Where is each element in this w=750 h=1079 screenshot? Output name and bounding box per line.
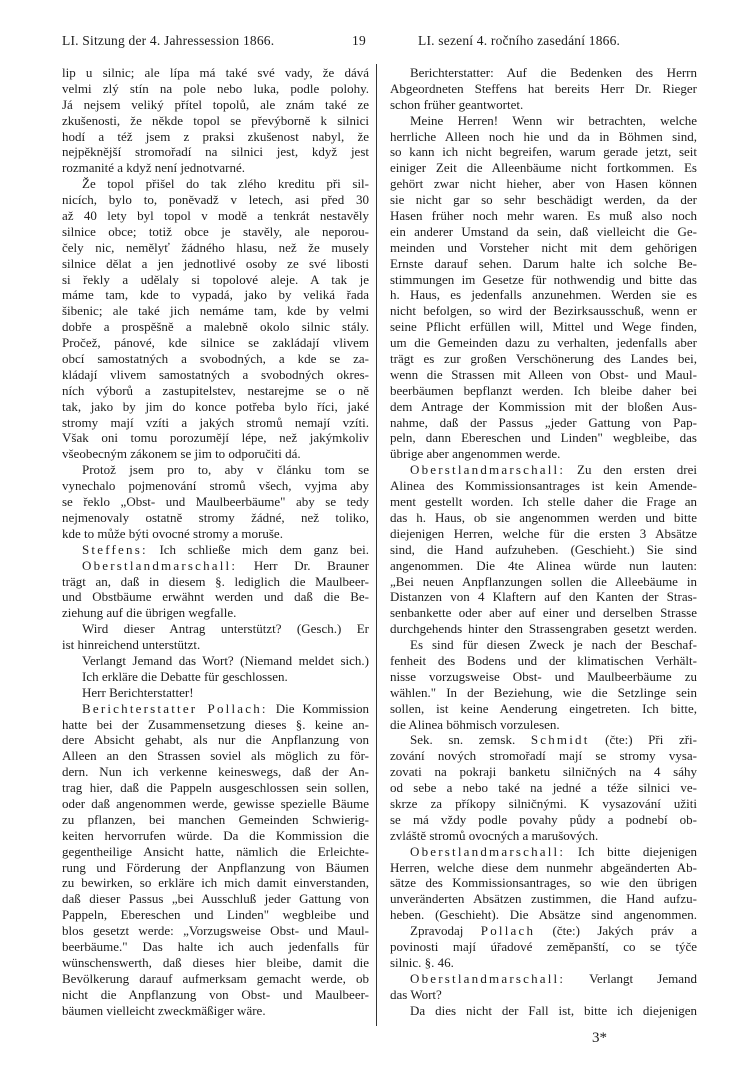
text-line [390, 462, 697, 478]
line-text: Alinea des Kommissionsantrages ist kein Amende- [390, 478, 697, 494]
text-line [62, 732, 369, 748]
line-text: nahme, daß der Passus „jeder Gattung von Pap- [390, 414, 697, 430]
line-text: ment gestellt worden. Ich stelle daher die Frage an [390, 494, 697, 510]
line-text: bäumen vielleicht zweckmäßiger wäre. [62, 1002, 266, 1018]
line-text: (čte:) Při zři- [589, 732, 697, 748]
line-text: Herr Berichterstatter! [82, 684, 194, 700]
text-line [62, 351, 369, 367]
text-line [390, 796, 697, 812]
text-line [62, 256, 369, 272]
text-line [62, 637, 369, 653]
line-text: Zpravodaj [410, 923, 481, 939]
speaker-name: Schmidt [530, 732, 590, 748]
speaker-name: Oberstlandmarschall: [410, 843, 566, 859]
line-text: Da dies nicht der Fall ist, bitte ich diejenigen [410, 1002, 697, 1018]
line-text: Pročež, pánové, kde silnice se zakládají vlivem [62, 335, 369, 351]
text-line [390, 287, 697, 303]
text-line [62, 669, 369, 685]
text-line [390, 113, 697, 129]
line-text: stromy mají vzíti a jakých stromů nemají vzíti. [62, 414, 369, 430]
line-text: Ich erkläre die Debatte für geschlossen. [82, 668, 288, 684]
line-text: nicht befolgen, so wird der Bezirksausschuß, wenn er [390, 303, 697, 319]
line-text: dere Absicht gehabt, als nur die Anpflanzung von [62, 732, 369, 748]
text-line [390, 367, 697, 383]
text-line [62, 939, 369, 955]
text-line [390, 224, 697, 240]
line-text: sie nicht gar so sehr beschädigt werden, da der [390, 192, 697, 208]
line-text: ních výborů a zastupitelstev, nestarejme se o ně [62, 382, 369, 398]
text-line [390, 875, 697, 891]
text-line [62, 494, 369, 510]
line-text: dobře a prospěšně a malebně okolo silnic stály. [62, 319, 369, 335]
text-line [390, 907, 697, 923]
line-text: kládají vlivem samostatných a svobodných okres- [62, 366, 369, 382]
column-divider [376, 64, 377, 1026]
text-line [62, 605, 369, 621]
text-line [62, 812, 369, 828]
text-line [62, 510, 369, 526]
text-line [62, 335, 369, 351]
page-number: 19 [352, 33, 366, 48]
text-line [390, 653, 697, 669]
text-line [62, 907, 369, 923]
line-text: se má vždy podle povahy půdy a podnebí ob- [390, 811, 697, 827]
text-line [62, 192, 369, 208]
line-text: (čte:) Jakých práv a [535, 923, 698, 939]
text-line [390, 383, 697, 399]
line-text: zu bewirken, so erkläre ich mich damit einverstanden, [62, 875, 369, 891]
line-text: Berichterstatter: Auf die Bedenken des Herrn [410, 65, 697, 80]
line-text: silnice obce; totiž obce je stavěly, ale neporou- [62, 223, 369, 239]
text-line [390, 669, 697, 685]
text-line [62, 860, 369, 876]
right-column [390, 65, 697, 1018]
text-line [390, 430, 697, 446]
line-text: Pappeln, Ebereschen und Linden" wegbleibe und [62, 907, 369, 923]
text-line [62, 129, 369, 145]
text-line [390, 160, 697, 176]
text-line [62, 319, 369, 335]
line-text: dern. Nun ich verkenne keineswegs, daß der An- [62, 764, 369, 780]
text-line [390, 240, 697, 256]
line-text: zkušenosti, že někde topol se převýborně k silnici [62, 112, 369, 128]
line-text: obcí samostatných a svobodných, a kde se za- [62, 351, 369, 367]
text-line [62, 971, 369, 987]
line-text: ziehung auf die übrigen wegfalle. [62, 605, 237, 621]
line-text: Abgeordneten Steffens hat bereits Herr Dr. Rieger [390, 80, 697, 96]
line-text: h. Haus, es jedenfalls anzunehmen. Werden sie es [390, 287, 697, 303]
text-line [390, 955, 697, 971]
text-line [390, 605, 697, 621]
text-line [390, 574, 697, 590]
text-line [390, 732, 697, 748]
text-line [390, 701, 697, 717]
line-text: tak, jako by jim do konce potřeba bylo říci, jaké [62, 398, 369, 414]
text-line [390, 399, 697, 415]
line-text: das h. Haus, ob sie angenommen werden und bitte [390, 509, 697, 525]
text-line [390, 637, 697, 653]
text-line [62, 653, 369, 669]
text-line [390, 192, 697, 208]
line-text: keiten hervorrufen würde. Da die Kommission die [62, 827, 369, 843]
line-text: rung und Förderung der Anpflanzung von Bäumen [62, 859, 369, 875]
text-line [390, 589, 697, 605]
text-line [390, 923, 697, 939]
text-line [390, 812, 697, 828]
line-text: unveränderten Absätzen zustimmen, die Hand aufzu- [390, 891, 697, 907]
line-text: sollen, ist keine Aenderung eingetreten. Ich bitte, [390, 700, 697, 716]
line-text: angenommen. Die 4te Alinea würde nun lauten: [390, 557, 697, 573]
line-text: fenheit des Bodens und der klimatischen Verhält- [390, 652, 697, 668]
line-text: die Alinea böhmisch vorzulesen. [390, 716, 560, 732]
text-line [390, 987, 697, 1003]
line-text: Die Kommission [267, 700, 369, 716]
left-column [62, 65, 369, 1018]
text-line [62, 589, 369, 605]
line-text: das Wort? [390, 986, 442, 1002]
text-line [62, 462, 369, 478]
line-text: um die Gemeinden dazu zu verhalten, jedenfalls aber [390, 335, 697, 351]
text-line [62, 844, 369, 860]
line-text: oder daß angenommen werde, gewisse spezielle Bäume [62, 795, 369, 811]
text-line [62, 1003, 369, 1019]
text-line [390, 844, 697, 860]
text-line [62, 558, 369, 574]
line-text: Bevölkerung darauf aufmerksam gemacht werde, ob [62, 970, 369, 986]
text-line [62, 923, 369, 939]
text-line [62, 446, 369, 462]
text-line [390, 971, 697, 987]
text-line [390, 335, 697, 351]
line-text: wünschenswerth, daß dieses hier bleibe, damit die [62, 954, 369, 970]
speaker-name: Oberstlandmarschall: [410, 970, 566, 986]
line-text: trägt es zur großen Verschönerung des Landes bei, [390, 351, 697, 367]
line-text: až 40 lety byl topol v modě a tenkrát nestavěly [62, 208, 369, 224]
line-text: nisse vorzugsweise Obst- und Maulbeerbäume zu [390, 668, 697, 684]
line-text: Es sind für diesen Zweck je nach der Beschaf- [410, 637, 697, 653]
line-text: durchgehends hinter den Strassengraben gesetzt werden. [390, 621, 697, 637]
line-text: peln, dann Ebereschen und Linden" wegbleibe, das [390, 430, 697, 446]
text-line [390, 860, 697, 876]
text-line [62, 987, 369, 1003]
text-line [390, 415, 697, 431]
line-text: zování nových stromořadí mají se stromy vysa- [390, 748, 697, 764]
text-line [390, 208, 697, 224]
speaker-name: Steffens: [82, 541, 148, 557]
text-line [62, 685, 369, 701]
line-text: senbankette oder aber auf einer und derselben Strasse [390, 605, 697, 621]
line-text: Já nejsem veliký přítel topolů, ale znám také ze [62, 96, 369, 112]
line-text: skrze za příkopy silničnými. K vysazování užiti [390, 795, 697, 811]
text-line [390, 685, 697, 701]
line-text: silnic. §. 46. [390, 954, 454, 970]
text-line [390, 939, 697, 955]
line-text: zu pflanzen, bei manchen Gemeinden Schwierig- [62, 811, 369, 827]
text-line [62, 478, 369, 494]
text-line [390, 256, 697, 272]
line-text: einiger Zeit die Alleenbäume nicht fortkommen. Es [390, 160, 697, 176]
line-text: hodí a též jsem z praksi zkušenost nabyl, že [62, 128, 369, 144]
text-line [62, 415, 369, 431]
running-header-czech: LI. sezení 4. ročního zasedání 1866. [418, 33, 621, 48]
text-line [62, 272, 369, 288]
text-line [62, 81, 369, 97]
line-text: hatte bei der Zusammensetzung dieses §. keine an- [62, 716, 369, 732]
text-line [62, 240, 369, 256]
line-text: wählen." In der Beziehung, wie die Setzlinge sein [390, 684, 697, 700]
text-line [390, 526, 697, 542]
line-text: übrige aber angenommen werde. [390, 446, 561, 462]
text-line [62, 399, 369, 415]
text-line [390, 478, 697, 494]
text-line [62, 574, 369, 590]
line-text: rozmanité a když není jednotvarné. [62, 160, 246, 176]
text-line [62, 224, 369, 240]
speaker-name: Berichterstatter Pollach: [82, 700, 268, 716]
running-header-german: LI. Sitzung der 4. Jahressession 1866. [62, 33, 275, 48]
text-line [390, 510, 697, 526]
line-text: seine Pflicht erfüllen will, Mittel und Wege finden, [390, 319, 697, 335]
line-text: meinden und Vorsteher nicht mit dem gehörigen [390, 239, 697, 255]
line-text: gegentheilige Ansicht hatte, nämlich die Erleichte- [62, 843, 369, 859]
text-line [390, 144, 697, 160]
text-line [390, 717, 697, 733]
line-text: silnice dělat a jen jednotlivé osoby ze své libosti [62, 255, 369, 271]
text-line [62, 208, 369, 224]
line-text: zvláště stromů ovocných a marušových. [390, 827, 599, 843]
line-text: Ernste darauf sehen. Darum halte ich solche Be- [390, 255, 697, 271]
text-line [62, 796, 369, 812]
line-text: Herr Dr. Brauner [237, 557, 369, 573]
line-text: všeobecným zákonem se jim to odporučiti dá. [62, 446, 301, 462]
text-line [62, 113, 369, 129]
line-text: trägt an, daß in diesem §. lediglich die Maulbeer- [62, 573, 369, 589]
text-line [62, 764, 369, 780]
line-text: máme tam, kde to vypadá, jako by veliká řada [62, 287, 369, 303]
text-line [62, 430, 369, 446]
line-text: daß dieser Passus „bei Ausschluß jeder Gattung von [62, 891, 369, 907]
line-text: šibenic; ale také jich nemáme tam, kde by velmi [62, 303, 369, 319]
text-line [62, 287, 369, 303]
text-line [390, 748, 697, 764]
line-text: kde to může býti ovocné stromy a moruše. [62, 525, 283, 541]
speaker-name: Oberstlandmarschall: [410, 462, 566, 478]
line-text: velmi zlý stín na pole nebo luka, podle polohy. [62, 80, 369, 96]
text-line [62, 144, 369, 160]
text-line [390, 65, 697, 81]
text-line [390, 446, 697, 462]
line-text: Že topol přišel do tak zlého kreditu při sil- [82, 176, 369, 192]
line-text: Wird dieser Antrag unterstützt? (Gesch.) Er [82, 621, 369, 637]
line-text: čely nic, nemělyť žádného hlasu, než že musely [62, 239, 369, 255]
text-line [62, 748, 369, 764]
line-text: heben. (Geschieht). Die Absätze sind angenommen. [390, 907, 697, 923]
text-line [390, 780, 697, 796]
line-text: Herren, welche diese dem nunmehr abgeänderten Ab- [390, 859, 697, 875]
line-text: Sek. sn. zemsk. [410, 732, 531, 748]
text-line [62, 65, 369, 81]
line-text: stimmungen im Gesetze für nothwendig und bitte das [390, 271, 697, 287]
text-line [390, 129, 697, 145]
text-line [390, 97, 697, 113]
line-text: Distanzen von 4 Klaftern auf den Kanten der Stras- [390, 589, 697, 605]
line-text: lip u silnic; ale lípa má také své vady, že dává [62, 65, 369, 80]
line-text: zovati na pokraji banketu silničných na 4 sáhy [390, 764, 697, 780]
line-text: diejenigen Herren, welche für die ersten 3 Absätze [390, 525, 697, 541]
line-text: ein anderer Umstand da sein, daß vielleicht die Ge- [390, 223, 697, 239]
line-text: Verlangt Jemand [565, 970, 697, 986]
text-line [390, 828, 697, 844]
line-text: blos gesetzt werde: „Vorzugsweise Obst- und Maul- [62, 923, 369, 939]
text-line [62, 542, 369, 558]
text-line [390, 558, 697, 574]
line-text: sätze des Kommissionsantrages, so wie den übrigen [390, 875, 697, 891]
speaker-name: Pollach [480, 923, 536, 939]
text-line [62, 701, 369, 717]
line-text: povinosti mají úřadové zeměpanští, co se týče [390, 938, 697, 954]
line-text: Zu den ersten drei [565, 462, 697, 478]
text-line [390, 764, 697, 780]
text-line [390, 1003, 697, 1019]
line-text: beerbäume." Das halte ich auch jedenfalls für [62, 938, 369, 954]
line-text: Meine Herren! Wenn wir betrachten, welche [410, 112, 697, 128]
line-text: se řeklo „Obst- und Maulbeerbäume" aby se tedy [62, 494, 369, 510]
text-line [390, 272, 697, 288]
text-line [62, 621, 369, 637]
line-text: Alleen an den Strassen soviel als möglich zu för- [62, 748, 369, 764]
line-text: schon früher geantwortet. [390, 96, 524, 112]
line-text: si řekly a udělaly si topolové aleje. A tak je [62, 271, 369, 287]
text-line [62, 383, 369, 399]
line-text: Hasen früher noch mehr waren. Es muß also noch [390, 208, 697, 224]
text-line [62, 780, 369, 796]
text-line [390, 176, 697, 192]
line-text: nicht die Anpflanzung von Obst- und Maulbeer- [62, 986, 369, 1002]
line-text: Protož jsem pro to, aby v článku tom se [82, 462, 369, 478]
line-text: herrliche Alleen noch hie und da in Böhmen sind, [390, 128, 697, 144]
line-text: nicích, bylo to, poněvadž v letech, asi před 30 [62, 192, 369, 208]
line-text: nejpěknější stromořadí na silnici jest, když jest [62, 144, 369, 160]
line-text: dem Antrage der Kommission mit der bloßen Aus- [390, 398, 697, 414]
line-text: od sebe a nebo také na jedné a téže silnici ve- [390, 780, 697, 796]
line-text: beerbäumen bepflanzt werden. Ich bleibe daher bei [390, 382, 697, 398]
line-text: Ich bitte diejenigen [565, 843, 697, 859]
line-text: vynechalo pojmenování stromů všech, vyjma aby [62, 478, 369, 494]
text-line [62, 891, 369, 907]
speaker-name: Oberstlandmarschall: [82, 557, 238, 573]
text-line [390, 81, 697, 97]
line-text: ist hinreichend unterstützt. [62, 637, 201, 653]
line-text: Ich schließe mich dem ganz bei. [147, 541, 369, 557]
line-text: Však oni tomu porozumějí lépe, než jakýmkoliv [62, 430, 369, 446]
text-line [390, 494, 697, 510]
text-line [62, 160, 369, 176]
line-text: trag hier, daß die Pappeln ausgeschlossen sein sollen, [62, 780, 369, 796]
text-line [62, 367, 369, 383]
line-text: nejmenovaly ostatně stromy žádné, než toliko, [62, 509, 369, 525]
line-text: Verlangt Jemand das Wort? (Niemand meldet sich.) [82, 652, 369, 668]
text-line [62, 875, 369, 891]
text-line [62, 955, 369, 971]
text-line [62, 717, 369, 733]
line-text: und Obstbäume erwähnt werden und daß die Be- [62, 589, 369, 605]
line-text: sind, die Hand aufzuheben. (Geschieht.) Sie sind [390, 541, 697, 557]
text-line [390, 303, 697, 319]
text-line [390, 891, 697, 907]
text-line [390, 319, 697, 335]
text-line [390, 621, 697, 637]
text-line [62, 303, 369, 319]
signature-mark: 3* [592, 1030, 607, 1046]
text-line [62, 828, 369, 844]
text-line [390, 351, 697, 367]
line-text: „Bei neuen Anpflanzungen sollen die Alleebäume in [390, 573, 697, 589]
line-text: gehört zwar nicht hieher, aber von Hasen können [390, 176, 697, 192]
line-text: so kann ich nicht begreifen, warum gerade jetzt, seit [390, 144, 697, 160]
text-line [390, 542, 697, 558]
line-text: wenn die Strassen mit Alleen von Obst- und Maul- [390, 366, 697, 382]
text-line [62, 526, 369, 542]
text-line [62, 176, 369, 192]
text-line [62, 97, 369, 113]
